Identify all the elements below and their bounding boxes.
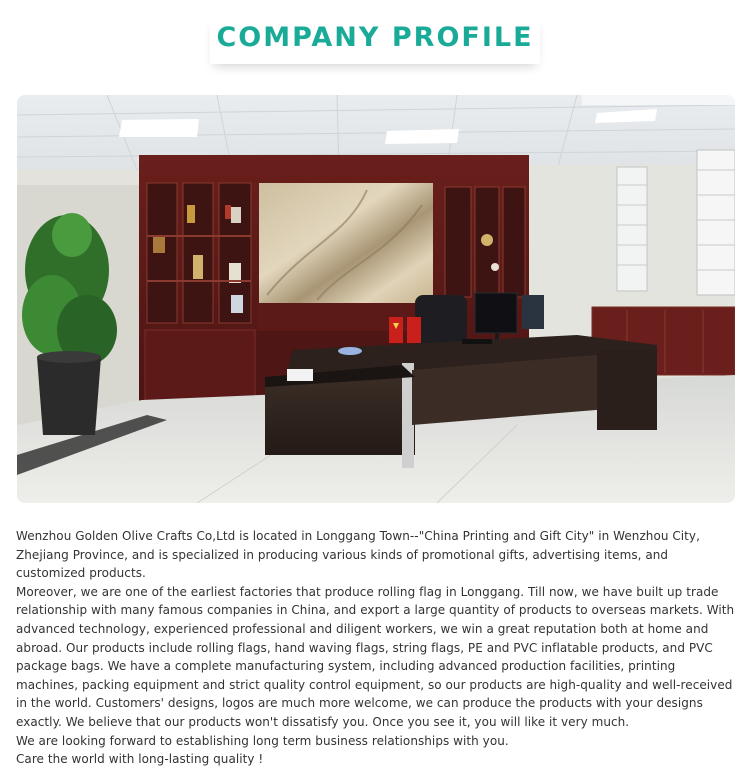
profile-paragraph-intro: Wenzhou Golden Olive Crafts Co,Ltd is located in Longgang Town--"China Printing and Gift City" in Wenzhou City, Zhejiang Province, and is specialized in producing various kinds of promotional gifts, advertising items, and customized products. <box>16 529 700 581</box>
header <box>0 0 750 80</box>
profile-paragraph-outlook: We are looking forward to establishing long term business relationships with you. <box>16 733 509 748</box>
profile-paragraph-details: Moreover, we are one of the earliest factories that produce rolling flag in Longgang. Till now, we have built up trade relationship with many famous companies in China, and export a large quantity of products to overseas markets. With advanced technology, experienced professional and diligent workers, we win a great reputation both at home and abroad. Our products include rolling flags, hand waving flags, string flags, PE and PVC inflatable products, and PVC package bags. We have a complete manufacturing system, including advanced production facilities, printing machines, packing equipment and strict quality control equipment, so our products are high-quality and well-received in the world. Customers' designs, logos are much more welcome, we can produce the products with your designs exactly. We believe that our products won't dissatisfy you. Once you see it, you will like it very much. <box>16 584 735 729</box>
office-photo <box>17 95 735 503</box>
page-title: COMPANY PROFILE <box>216 22 534 53</box>
company-profile-text <box>16 527 740 769</box>
profile-paragraph-slogan: Care the world with long-lasting quality ! <box>16 752 264 767</box>
